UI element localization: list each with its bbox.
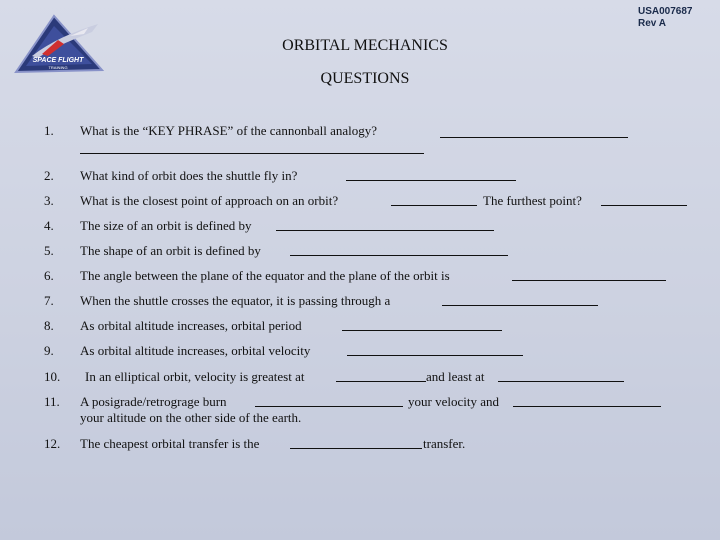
question-9-answer-blank[interactable]: [347, 355, 523, 356]
question-10-text-2: and least at: [426, 369, 485, 384]
question-3-number: 3.: [44, 193, 54, 208]
logo-text-top: SPACE FLIGHT: [32, 57, 84, 64]
question-3-answer-blank-furthest[interactable]: [601, 205, 687, 206]
question-6-answer-blank[interactable]: [512, 280, 666, 281]
question-10-answer-blank-least[interactable]: [498, 381, 624, 382]
question-8-number: 8.: [44, 318, 54, 333]
question-1-answer-blank[interactable]: [440, 137, 628, 138]
question-5-answer-blank[interactable]: [290, 255, 508, 256]
question-4-text: The size of an orbit is defined by: [80, 218, 252, 233]
question-2-text: What kind of orbit does the shuttle fly in?: [80, 168, 298, 183]
question-12-answer-blank[interactable]: [290, 448, 422, 449]
question-1-number: 1.: [44, 123, 54, 138]
question-11-answer-blank-1[interactable]: [255, 406, 403, 407]
question-10-number: 10.: [44, 369, 61, 384]
question-9-text: As orbital altitude increases, orbital velocity: [80, 343, 311, 358]
question-2-answer-blank[interactable]: [346, 180, 516, 181]
question-1-text: What is the “KEY PHRASE” of the cannonball analogy?: [80, 123, 377, 138]
question-7-number: 7.: [44, 293, 54, 308]
question-5-number: 5.: [44, 243, 54, 258]
question-2-number: 2.: [44, 168, 54, 183]
page-subtitle: QUESTIONS: [320, 70, 410, 87]
question-6-text: The angle between the plane of the equator and the plane of the orbit is: [80, 268, 450, 283]
question-10-text: In an elliptical orbit, velocity is greatest at: [85, 369, 305, 384]
question-12-text-2: transfer.: [423, 436, 466, 451]
question-11-text-2: your velocity and: [408, 394, 499, 409]
logo-text-bottom: TRAINING: [48, 65, 68, 70]
question-1-answer-blank-2[interactable]: [80, 153, 424, 154]
question-7-text: When the shuttle crosses the equator, it is passing through a: [80, 293, 391, 308]
document-number: USA007687: [638, 6, 693, 17]
question-7-answer-blank[interactable]: [442, 305, 598, 306]
question-3-text-2: The furthest point?: [483, 193, 582, 208]
question-6-number: 6.: [44, 268, 54, 283]
question-12-text: The cheapest orbital transfer is the: [80, 436, 260, 451]
question-12-number: 12.: [44, 436, 61, 451]
question-11-text-3: your altitude on the other side of the earth.: [80, 410, 302, 425]
question-5-text: The shape of an orbit is defined by: [80, 243, 261, 258]
question-8-answer-blank[interactable]: [342, 330, 502, 331]
question-11-number: 11.: [44, 394, 60, 409]
document-number-block: [638, 6, 692, 30]
page-title: ORBITAL MECHANICS: [282, 37, 448, 54]
question-3-answer-blank-closest[interactable]: [391, 205, 477, 206]
question-11-answer-blank-2[interactable]: [513, 406, 661, 407]
question-3-text: What is the closest point of approach on an orbit?: [80, 193, 339, 208]
question-10-answer-blank-greatest[interactable]: [336, 381, 426, 382]
question-11-text: A posigrade/retrograge burn: [80, 394, 227, 409]
question-4-number: 4.: [44, 218, 54, 233]
question-9-number: 9.: [44, 343, 54, 358]
question-4-answer-blank[interactable]: [276, 230, 494, 231]
question-8-text: As orbital altitude increases, orbital period: [80, 318, 302, 333]
document-revision: Rev A: [638, 18, 666, 29]
